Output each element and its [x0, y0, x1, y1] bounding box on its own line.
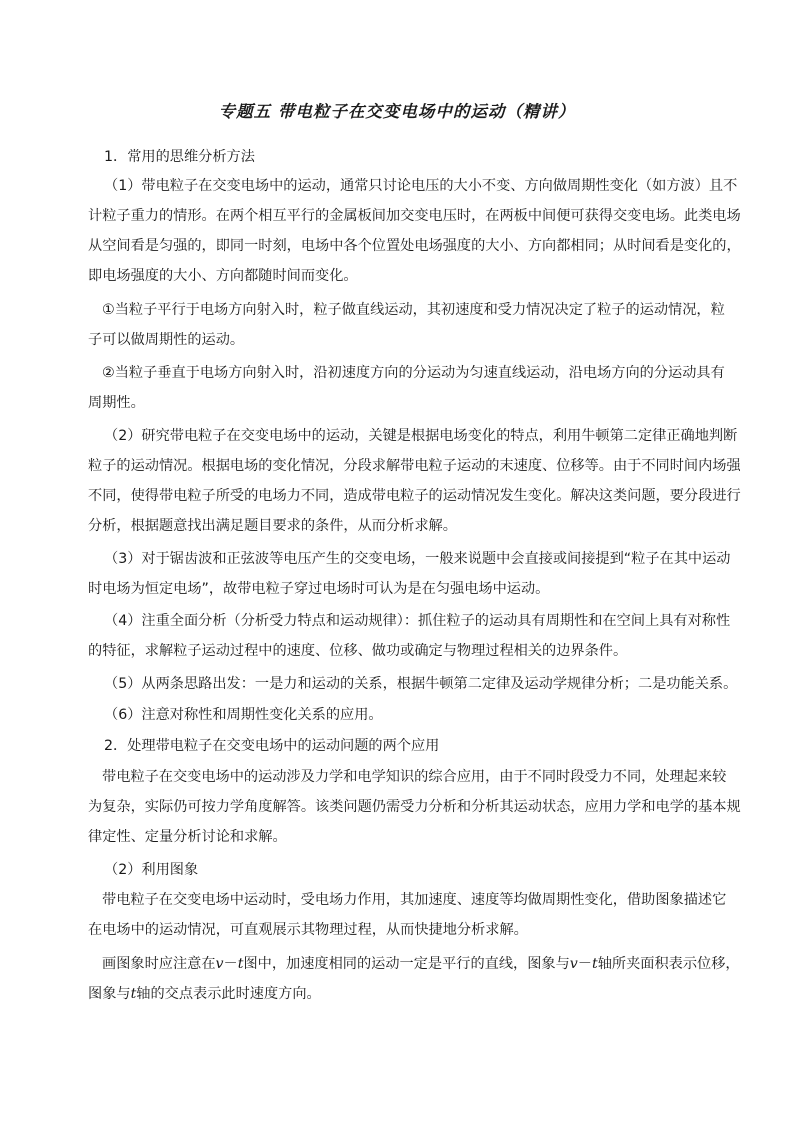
paragraph-line: 时电场为恒定电场”，故带电粒子穿过电场时可认为是在匀强电场中运动。: [88, 581, 550, 597]
paragraph-line: （2）研究带电粒子在交变电场中的运动，关键是根据电场变化的特点，利用牛顿第二定律正确地判断: [104, 428, 738, 444]
paragraph-line: [102, 954, 740, 974]
paragraph-line: 即电场强度的大小、方向都随时间而变化。: [88, 268, 358, 284]
math-variable-t: t: [591, 956, 598, 972]
paragraph-line: 粒子的运动情况。根据电场的变化情况，分段求解带电粒子运动的末速度、位移等。由于不同时间内场强: [88, 458, 741, 474]
text-span: 图中，加速度相同的运动一定是平行的直线，图象与: [243, 956, 570, 972]
paragraph-line: （4）注重全面分析（分析受力特点和运动规律）：抓住粒子的运动具有周期性和在空间上具有对称性: [104, 613, 731, 629]
text-span: 图象与: [88, 986, 131, 1002]
paragraph-line: 带电粒子在交变电场中的运动涉及力学和电学知识的综合应用，由于不同时段受力不同，处理起来较: [102, 769, 727, 785]
paragraph-line: 不同，使得带电粒子所受的电场力不同，造成带电粒子的运动情况发生变化。解决这类问题，要分段进行: [88, 488, 741, 504]
section-heading-1: 1．常用的思维分析方法: [104, 149, 255, 165]
paragraph-line: （1）带电粒子在交变电场中的运动，通常只讨论电压的大小不变、方向做周期性变化（如方波）且不: [104, 178, 738, 194]
paragraph-line: 为复杂，实际仍可按力学角度解答。该类问题仍需受力分析和分析其运动状态，应用力学和电学的基本规: [88, 799, 741, 815]
paragraph-line: 分析，根据题意找出满足题目要求的条件，从而分析求解。: [88, 518, 457, 534]
text-span: －: [577, 956, 592, 972]
document-title: 专题五 带电粒子在交变电场中的运动（精讲）: [218, 102, 576, 121]
math-variable-t: t: [237, 956, 244, 972]
paragraph-line: 子可以做周期性的运动。: [88, 332, 245, 348]
paragraph-line: 律定性、定量分析讨论和求解。: [88, 829, 287, 845]
text-span: 轴的交点表示此时速度方向。: [136, 986, 321, 1002]
text-span: －: [223, 956, 238, 972]
math-variable-t: t: [130, 986, 137, 1002]
paragraph-line: 在电场中的运动情况，可直观展示其物理过程，从而快捷地分析求解。: [88, 922, 528, 938]
paragraph-line: （5）从两条思路出发：一是力和运动的关系，根据牛顿第二定律及运动学规律分析；二是功能关系。: [104, 676, 738, 692]
math-variable-v: v: [569, 956, 578, 972]
paragraph-line: 周期性。: [88, 395, 145, 411]
math-variable-v: v: [215, 956, 224, 972]
paragraph-line: [88, 984, 321, 1004]
paragraph-line: （3）对于锯齿波和正弦波等电压产生的交变电场，一般来说题中会直接或间接提到“粒子在其中运动: [104, 551, 731, 567]
paragraph-line: 的特征，求解粒子运动过程中的速度、位移、做功或确定与物理过程相关的边界条件。: [88, 643, 628, 659]
section-heading-2: 2．处理带电粒子在交变电场中的运动问题的两个应用: [104, 738, 440, 754]
subsection-heading: （2）利用图象: [104, 862, 199, 878]
text-span: 画图象时应注意在: [102, 956, 216, 972]
paragraph-line: 带电粒子在交变电场中运动时，受电场力作用，其加速度、速度等均做周期性变化，借助图象描述它: [102, 892, 727, 908]
paragraph-line: ②当粒子垂直于电场方向射入时，沿初速度方向的分运动为匀速直线运动，沿电场方向的分运动具有: [102, 365, 725, 381]
paragraph-line: （6）注意对称性和周期性变化关系的应用。: [104, 707, 383, 723]
text-span: 轴所夹面积表示位移，: [597, 956, 740, 972]
paragraph-line: 从空间看是匀强的，即同一时刻，电场中各个位置处电场强度的大小、方向都相同；从时间看是变化的，: [88, 238, 741, 254]
paragraph-line: ①当粒子平行于电场方向射入时，粒子做直线运动，其初速度和受力情况决定了粒子的运动情况，粒: [102, 302, 725, 318]
paragraph-line: 计粒子重力的情形。在两个相互平行的金属板间加交变电压时，在两板中间便可获得交变电场。此类电场: [88, 208, 741, 224]
